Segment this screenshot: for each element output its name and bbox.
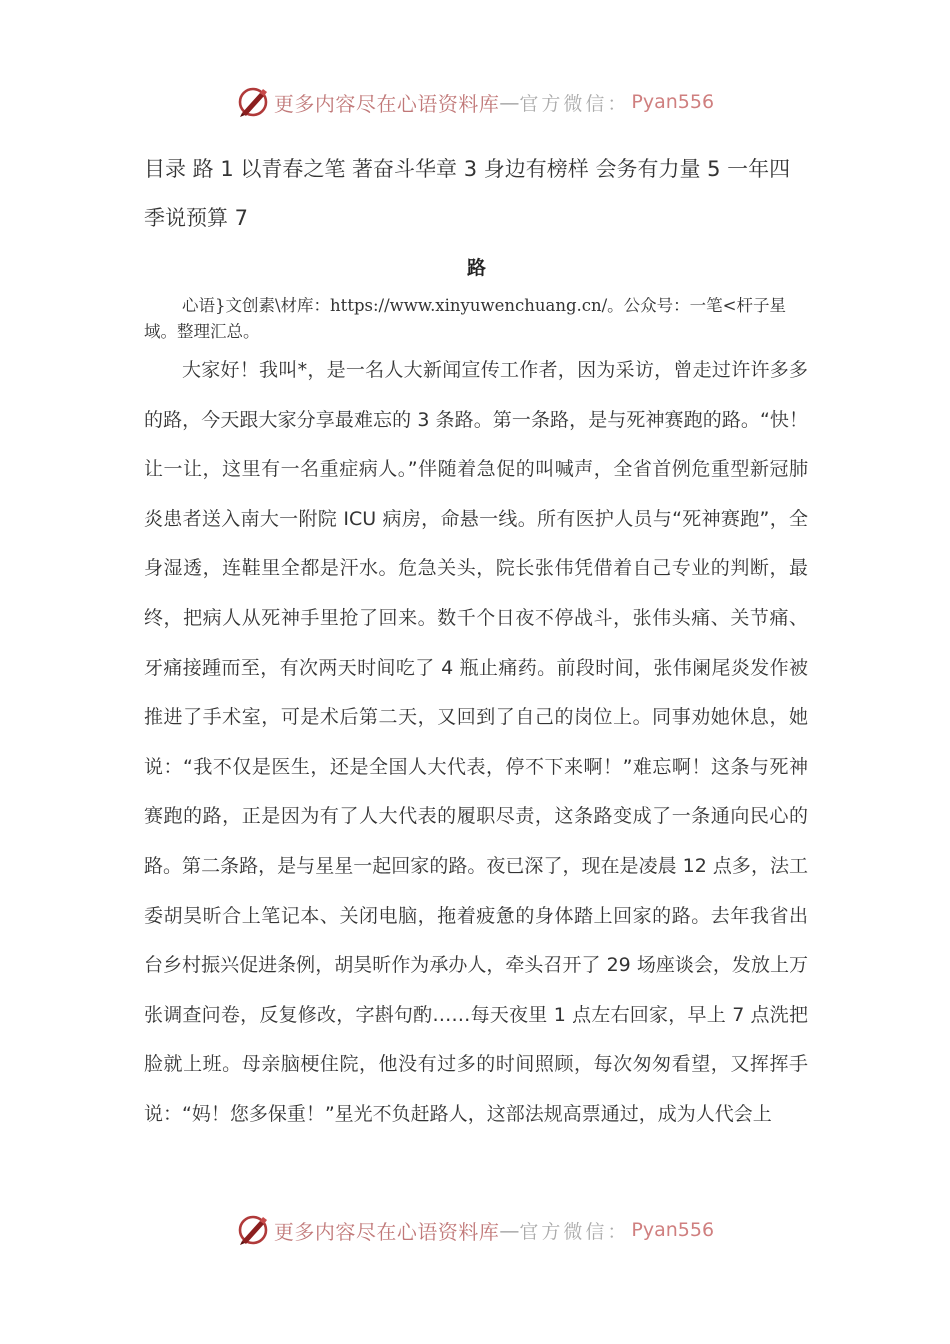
body-paragraph: 大家好！我叫*，是一名人大新闻宣传工作者，因为采访，曾走过许许多多的路，今天跟大家分享最难忘的 3 条路。第一条路，是与死神赛跑的路。“快！让一让，这里有一名重症病人。”伴随着急促的叫喊声，全省首例危重型新冠肺炎患者送入南大一附院 ICU 病房，命悬一线。所有医护人员与“死神赛跑”，全身湿透，连鞋里全都是汗水。危急关头，院长张伟凭借着自己专业的判断，最终，把病人从死神手里抢了回来。数千个日夜不停战斗，张伟头痛、关节痛、牙痛接踵而至，有次两天时间吃了 4 瓶止痛药。前段时间，张伟阑尾炎发作被推进了手术室，可是术后第二天，又回到了自己的岗位上。同事劝她休息，她说：“我不仅是医生，还是全国人大代表，停不下来啊！”难忘啊！这条与死神赛跑的路，正是因为有了人大代表的履职尽责，这条路变成了一条通向民心的路。第二条路，是与星星一起回家的路。夜已深了，现在是凌晨 12 点多，法工委胡昊昕合上笔记本、关闭电脑，拖着疲惫的身体踏上回家的路。去年我省出台乡村振兴促进条例，胡昊昕作为承办人，牵头召开了 29 场座谈会，发放上万张调查问卷，反复修改，字斟句酌……每天夜里 1 点左右回家，早上 7 点洗把脸就上班。母亲脑梗住院，他没有过多的时间照顾，每次匆匆看望，又挥挥手说：“妈！您多保重！”星光不负赶路人，这部法规高票通过，成为人代会上 <box>144 359 808 1125</box>
footer-banner <box>0 1208 950 1252</box>
banner-wechat-label: 官方微信： <box>519 92 630 115</box>
banner-wechat-id: Pyan556 <box>631 1219 715 1241</box>
banner-main-text: 更多内容尽在心语资料库 <box>273 1219 500 1244</box>
pen-logo-icon <box>236 85 270 119</box>
source-note: 心语}文创素\材库：https://www.xinyuwenchuang.cn/。公众号：一笔<杆子星域。整理汇总。 <box>144 296 786 341</box>
section-title: 路 <box>466 257 486 279</box>
banner-separator: — <box>499 1218 520 1242</box>
banner-main-text: 更多内容尽在心语资料库 <box>273 91 500 116</box>
pen-logo-icon <box>236 1213 270 1247</box>
banner-separator: — <box>499 90 520 114</box>
banner-wechat-label: 官方微信： <box>519 1220 630 1243</box>
banner-wechat-id: Pyan556 <box>631 91 715 113</box>
header-banner <box>0 80 950 124</box>
table-of-contents: 目录 路 1 以青春之笔 著奋斗华章 3 身边有榜样 会务有力量 5 一年四季说预算 7 <box>144 157 791 230</box>
